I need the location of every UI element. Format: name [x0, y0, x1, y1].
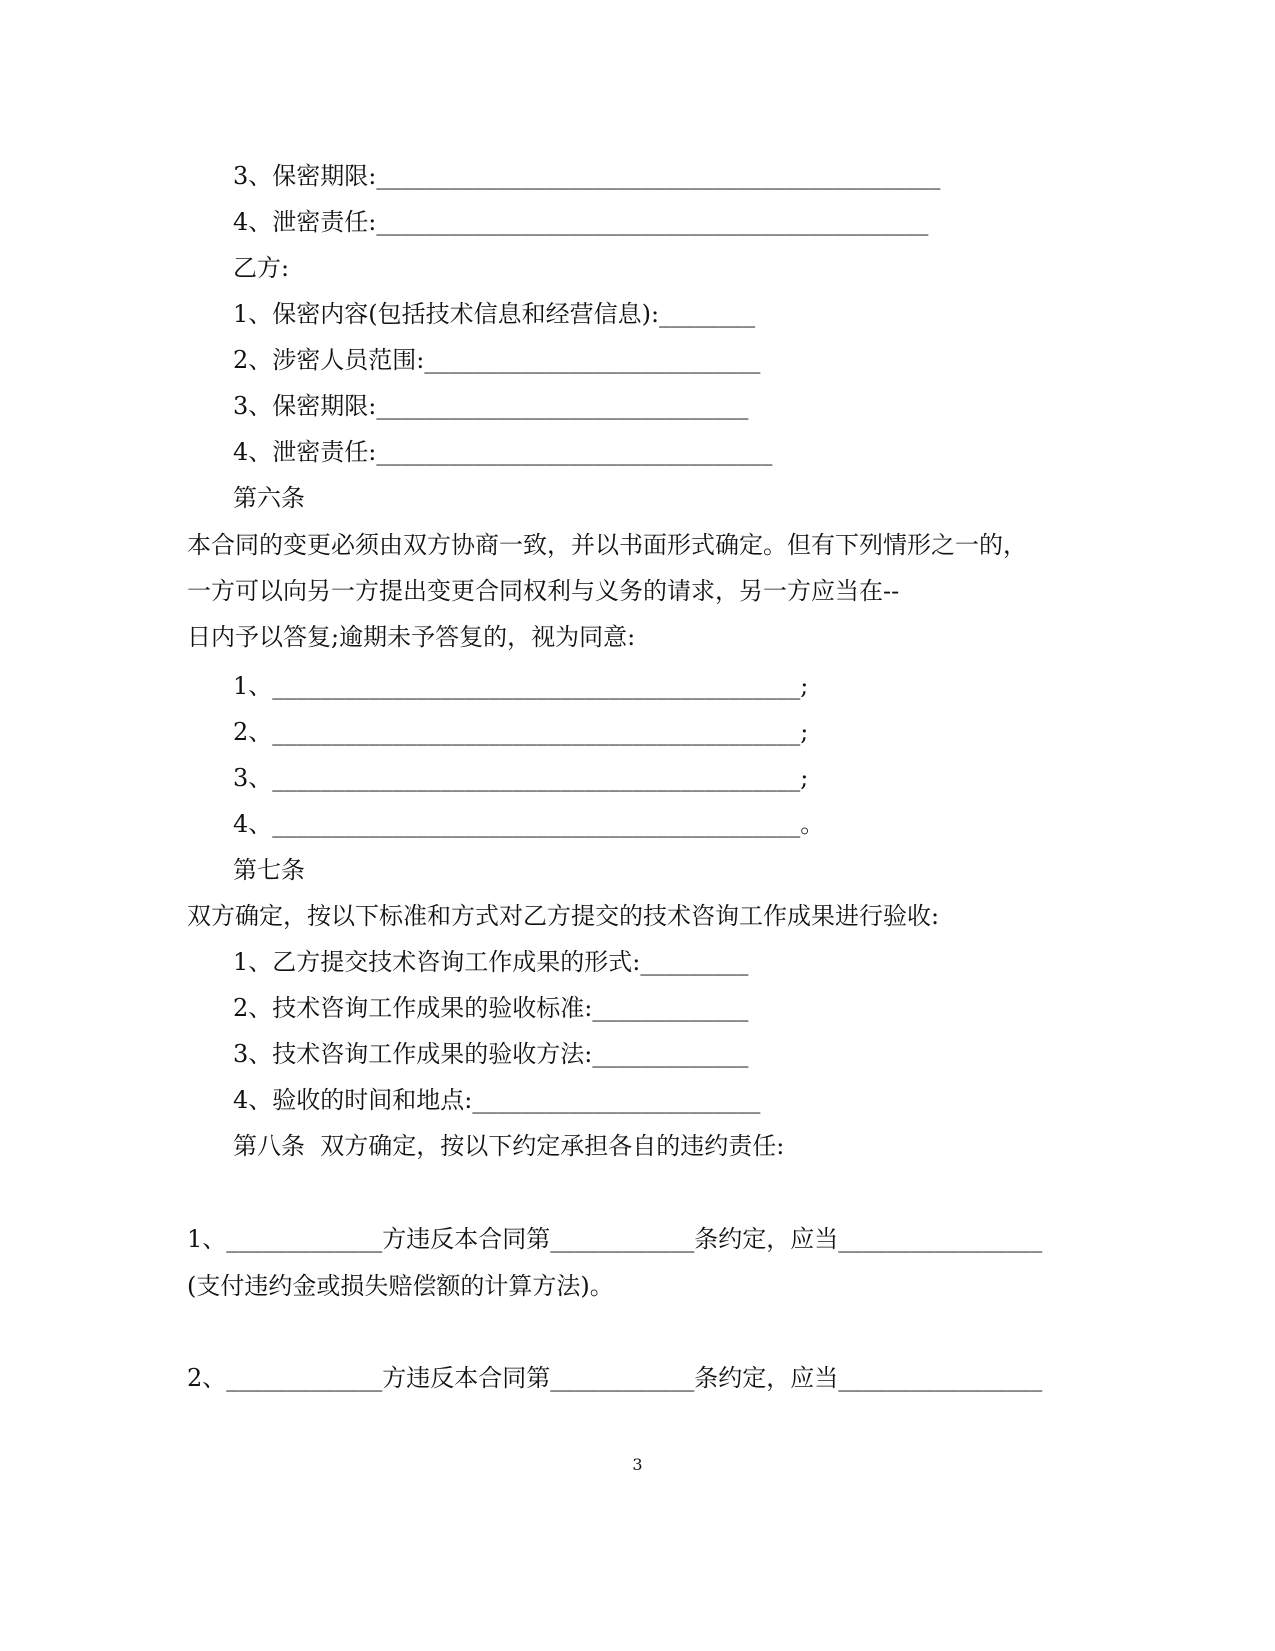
- page-number: 3: [632, 1455, 643, 1474]
- clause-7-item-1: 1、乙方提交技术咨询工作成果的形式:_________: [233, 948, 749, 976]
- clause-5-a-item-4: 4、泄密责任:______________________________________________: [233, 208, 929, 236]
- clause-5-b-item-2: 2、涉密人员范围:____________________________: [233, 346, 761, 374]
- clause-5-b-item-4: 4、泄密责任:_________________________________: [233, 438, 773, 466]
- clause-8-item-1-note: (支付违约金或损失赔偿额的计算方法)。: [187, 1272, 614, 1300]
- clause-8-item-1: 1、_____________方违反本合同第____________条约定，应当_________________: [187, 1225, 1043, 1253]
- clause-6-text-3: 日内予以答复;逾期未予答复的，视为同意:: [187, 623, 636, 651]
- clause-7-text: 双方确定，按以下标准和方式对乙方提交的技术咨询工作成果进行验收:: [187, 902, 940, 930]
- clause-5-a-item-3: 3、保密期限:_______________________________________________: [233, 162, 941, 190]
- clause-7-item-2: 2、技术咨询工作成果的验收标准:_____________: [233, 994, 749, 1022]
- clause-8-heading: 第八条 双方确定，按以下约定承担各自的违约责任:: [233, 1132, 785, 1160]
- clause-5-b-item-1: 1、保密内容(包括技术信息和经营信息):________: [233, 300, 756, 328]
- clause-6-text-2: 一方可以向另一方提出变更合同权利与义务的请求，另一方应当在--: [187, 577, 900, 605]
- clause-6-item-4: 4、____________________________________________。: [233, 810, 825, 838]
- clause-6-item-2: 2、____________________________________________;: [233, 718, 809, 746]
- clause-6-heading: 第六条: [233, 484, 305, 512]
- clause-7-item-3: 3、技术咨询工作成果的验收方法:_____________: [233, 1040, 749, 1068]
- clause-5-b-item-3: 3、保密期限:_______________________________: [233, 392, 749, 420]
- clause-6-text-1: 本合同的变更必须由双方协商一致，并以书面形式确定。但有下列情形之一的，: [187, 531, 1027, 559]
- clause-7-heading: 第七条: [233, 856, 305, 884]
- party-b-heading: 乙方:: [233, 254, 290, 282]
- clause-8-item-2: 2、_____________方违反本合同第____________条约定，应当_________________: [187, 1364, 1043, 1392]
- clause-6-item-3: 3、____________________________________________;: [233, 764, 809, 792]
- clause-6-item-1: 1、____________________________________________;: [233, 672, 809, 700]
- clause-7-item-4: 4、验收的时间和地点:________________________: [233, 1086, 761, 1114]
